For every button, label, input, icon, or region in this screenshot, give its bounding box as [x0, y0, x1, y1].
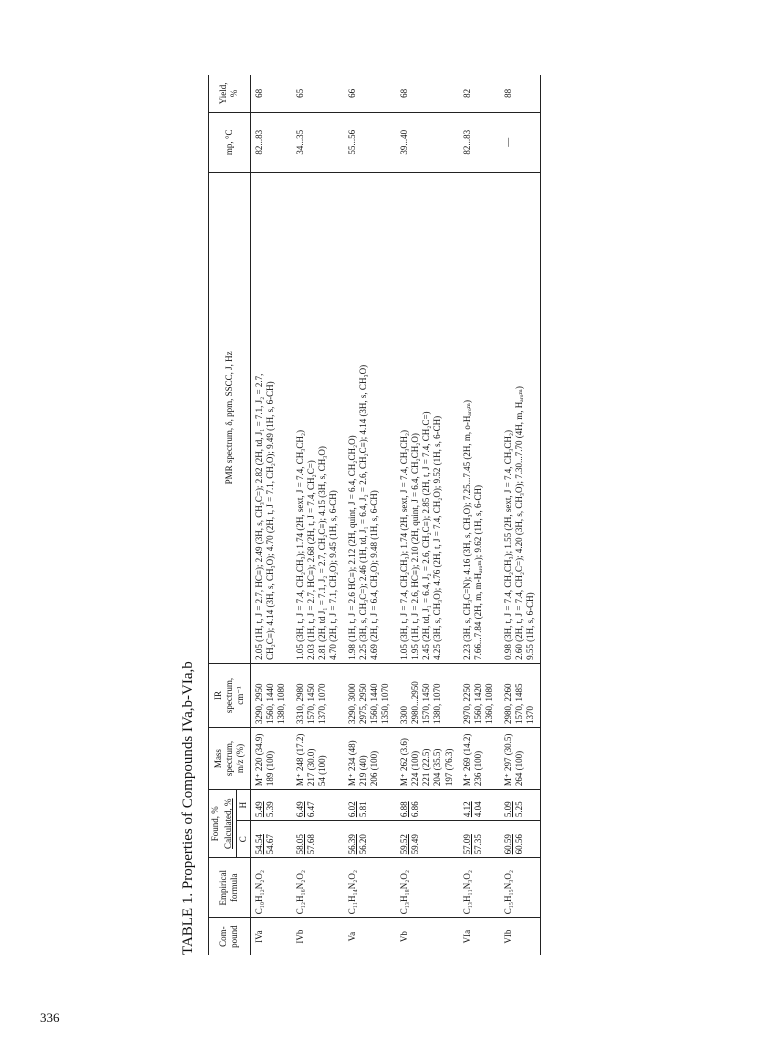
hydrogen-calculated: 5.39 [265, 801, 275, 818]
ir-spectrum-line: 3290, 3000 [346, 683, 357, 725]
ir-spectrum-line: 1560, 1440 [369, 683, 379, 725]
table-row [396, 75, 459, 955]
ir-spectrum-cell [292, 663, 344, 727]
header-mp [209, 112, 251, 172]
yield-value: 68 [253, 88, 264, 98]
pmr-spectrum-cell [459, 172, 500, 663]
hydrogen-cell [344, 790, 396, 821]
compound-label: IVb [294, 929, 305, 944]
ir-spectrum-cell [459, 663, 500, 727]
table-row [459, 75, 500, 955]
mass-spectrum-cell [500, 728, 541, 790]
carbon-calculated: 57.68 [305, 834, 316, 855]
hydrogen-found: 6.49 [294, 801, 305, 818]
header-h [236, 790, 250, 821]
melting-point: 82...83 [253, 129, 264, 155]
pmr-spectrum-line: 4.25 (3H, s, CH₃O); 4.76 (2H, t, J = 7.4, CH₂O); 9.52 (1H, s, 6-CH) [432, 415, 443, 660]
melting-point-cell [459, 112, 500, 172]
empirical-formula: C₁₃H₁₁N₃O₂ [461, 869, 472, 915]
mass-spectrum-line: M⁺ 220 (34.9) [253, 733, 264, 787]
carbon-calculated: 60.56 [513, 834, 524, 855]
compound-cell [250, 918, 291, 955]
carbon-cell [396, 821, 459, 858]
mass-spectrum-line: M⁺ 297 (30.5) [502, 733, 513, 787]
ir-spectrum-line: 3310, 2980 [294, 683, 305, 725]
yield-value: 68 [398, 88, 409, 98]
pmr-spectrum-line: CH₂C≡); 4.14 (3H, s, CH₃O); 4.70 (2H, t, J = 7.1, CH₂O); 9.49 (1H, s, 6-CH) [265, 381, 275, 660]
pmr-spectrum-line: 2.25 (3H, s, CH₃C=); 2.46 (1H, td, J₁ = 6.4, J₂ = 2.6, CH₂C≡); 4.14 (3H, s, CH₃O) [357, 364, 368, 660]
pmr-spectrum-line: 1.98 (1H, t, J = 2.6 HC≡); 2.12 (2H, quint, J = 6.4, CH₂CH₂O) [346, 435, 357, 660]
hydrogen-found: 6.88 [398, 801, 409, 818]
formula-cell [396, 858, 459, 918]
header-ir-spectrum [209, 663, 251, 727]
yield-cell [344, 75, 396, 112]
melting-point: 55...56 [346, 129, 357, 155]
compound-cell [459, 918, 500, 955]
carbon-found: 60.59 [502, 834, 513, 855]
empirical-formula: C₁₅H₁₅N₃O₂ [502, 869, 513, 915]
melting-point-cell [250, 112, 291, 172]
table-body [250, 75, 541, 955]
compound-cell [292, 918, 344, 955]
pmr-spectrum-line: 2.23 (3H, s, CH₃C=N); 4.16 (3H, s, CH₃O); 7.25...7.45 (2H, m, o-Hₐᵣₒₘ) [461, 399, 472, 660]
hydrogen-cell [396, 790, 459, 821]
yield-cell [500, 75, 541, 112]
pmr-spectrum-cell [396, 172, 459, 663]
mass-spectrum-line: 221 (22.5) [421, 748, 431, 787]
carbon-calculated: 56.20 [357, 834, 368, 855]
yield-cell [396, 75, 459, 112]
header-h-text: H [237, 801, 248, 809]
ir-spectrum-cell [250, 663, 291, 727]
carbon-cell [500, 821, 541, 858]
empirical-formula: C₁₀H₁₂N₂O₂ [253, 869, 264, 915]
hydrogen-found: 4.12 [461, 801, 472, 818]
formula-cell [344, 858, 396, 918]
hydrogen-cell [500, 790, 541, 821]
hydrogen-calculated: 6.86 [409, 801, 420, 818]
formula-cell [250, 858, 291, 918]
header-yield-text: Yield, % [218, 82, 240, 105]
melting-point-cell [396, 112, 459, 172]
header-empirical-formula [209, 858, 251, 918]
pmr-spectrum-line: 2.05 (1H, t, J = 2.7, HC≡); 2.49 (3H, s, CH₃C=); 2.82 (2H, td, J₁ = 7.1, J₂ = 2.7, [253, 373, 264, 660]
pmr-spectrum-line: 1.95 (1H, t, J = 2.6, HC≡); 2.10 (2H, quint, J = 6.4, CH₂CH₂O) [409, 433, 420, 660]
compound-label: Vb [398, 931, 409, 943]
formula-cell [459, 858, 500, 918]
header-pmr-text: PMR spectrum, δ, ppm, SSCC, J, Hz [223, 351, 234, 485]
pmr-spectrum-line: 0.98 (3H, t, J = 7.4, CH₂CH₃); 1.55 (2H, sext, J = 7.4, CH₃CH₂) [502, 429, 513, 660]
header-calculated-text: Calculated, % [223, 798, 234, 849]
melting-point-cell [292, 112, 344, 172]
empirical-formula: C₁₃H₁₈N₂O₂ [398, 869, 409, 915]
header-c-text: C [237, 836, 248, 843]
ir-spectrum-line: 1570, 1485 [513, 683, 524, 725]
ir-spectrum-line: 1560, 1420 [473, 683, 483, 725]
pmr-spectrum-line: 1.05 (3H, t, J = 7.4, CH₂CH₃); 1.74 (2H, sext, J = 7.4, CH₃CH₂) [398, 429, 409, 660]
yield-cell [459, 75, 500, 112]
header-pmr-spectrum [209, 172, 251, 663]
ir-spectrum-cell [344, 663, 396, 727]
ir-spectrum-line: 2980...2950 [409, 681, 420, 725]
ir-spectrum-line: 1370, 1070 [317, 683, 327, 725]
carbon-calculated: 54.67 [265, 834, 275, 855]
ir-spectrum-line: 3300 [398, 706, 409, 725]
pmr-spectrum-line: 2.03 (1H, t, J = 2.7, HC≡); 2.68 (2H, t, J = 7.4, CH₂C=) [305, 460, 316, 660]
hydrogen-found: 5.09 [502, 801, 513, 818]
header-mp-text: mp, °C [223, 129, 234, 156]
yield-value: 82 [461, 88, 472, 98]
ir-spectrum-cell [500, 663, 541, 727]
hydrogen-calculated: 5.81 [357, 801, 368, 818]
table-title: TABLE 1. Properties of Compounds IVa,b-VIa,b [180, 661, 196, 955]
carbon-found: 56.39 [346, 834, 357, 855]
pmr-spectrum-cell [500, 172, 541, 663]
ir-spectrum-line: 1570, 1450 [305, 683, 316, 725]
pmr-spectrum-line: 4.69 (2H, t, J = 6.4, CH₂O); 9.48 (1H, s, 6-CH) [369, 490, 379, 660]
yield-value: 88 [502, 88, 513, 98]
pmr-spectrum-line: 4.70 (2H, t, J = 7.1, CH₂O); 9.45 (1H, s, 6-CH) [328, 490, 339, 660]
table-row [344, 75, 396, 955]
mass-spectrum-line: 264 (100) [513, 750, 524, 787]
mass-spectrum-line: 217 (30.0) [305, 748, 316, 787]
mass-spectrum-line: 236 (100) [473, 750, 483, 787]
ir-spectrum-line: 3290, 2950 [253, 683, 264, 725]
melting-point-cell [344, 112, 396, 172]
carbon-calculated: 57.35 [473, 834, 483, 855]
empirical-formula: C₁₂H₁₆N₂O₂ [294, 869, 305, 915]
pmr-spectrum-line: 9.55 (1H, s, 6-CH) [525, 592, 535, 660]
header-mass-spectrum [209, 728, 251, 790]
ir-spectrum-line: 2970, 2250 [461, 683, 472, 725]
mass-spectrum-line: M⁺ 248 (17.2) [294, 733, 305, 787]
melting-point: 82...83 [461, 129, 472, 155]
header-compound-text: Com- pound [218, 925, 240, 948]
header-yield [209, 75, 251, 112]
header-mass-text: Mass spectrum, m/z (%) [212, 740, 245, 777]
pmr-spectrum-cell [250, 172, 291, 663]
carbon-found: 59.52 [398, 834, 409, 855]
compound-label: Va [346, 931, 357, 942]
compound-cell [396, 918, 459, 955]
compound-cell [344, 918, 396, 955]
pmr-spectrum-line: 1.05 (3H, t, J = 7.4, CH₂CH₃); 1.74 (2H, sext, J = 7.4, CH₃CH₂) [294, 429, 305, 660]
ir-spectrum-line: 1360, 1080 [484, 683, 495, 725]
header-c [236, 821, 250, 858]
ir-spectrum-line: 1570, 1450 [421, 683, 431, 725]
hydrogen-calculated: 5.25 [513, 801, 524, 818]
pmr-spectrum-line: 7.66...7.84 (2H, m, m-Hₐᵣₒₘ); 9.62 (1H, s, 6-CH) [473, 485, 483, 660]
formula-cell [292, 858, 344, 918]
carbon-found: 57.09 [461, 834, 472, 855]
mass-spectrum-cell [459, 728, 500, 790]
carbon-cell [459, 821, 500, 858]
mass-spectrum-line: M⁺ 262 (3.6) [398, 738, 409, 787]
mass-spectrum-line: M⁺ 234 (48) [346, 740, 357, 787]
ir-spectrum-line: 1380, 1080 [276, 683, 287, 725]
pmr-spectrum-line: 2.45 (2H, td, J₁ = 6.4, J₂ = 2.6, CH₂C≡); 2.85 (2H, t, J = 7.4, CH₂C=) [421, 411, 431, 660]
ir-spectrum-line: 1560, 1440 [265, 683, 275, 725]
pmr-spectrum-line: 2.81 (2H, td J₁ = 7.1, J₂ = 2.7, CH₂C≡); 4.15 (3H, s, CH₃O) [317, 446, 327, 660]
yield-cell [292, 75, 344, 112]
header-compound [209, 918, 251, 955]
mass-spectrum-line: 189 (100) [265, 750, 275, 787]
header-found [209, 790, 223, 858]
table-row [500, 75, 541, 955]
pmr-spectrum-cell [292, 172, 344, 663]
formula-cell [500, 858, 541, 918]
properties-table [208, 75, 541, 955]
hydrogen-cell [459, 790, 500, 821]
ir-spectrum-line: 1380, 1070 [432, 683, 443, 725]
hydrogen-calculated: 4.04 [473, 801, 483, 818]
ir-spectrum-line: 2980, 2260 [502, 683, 513, 725]
hydrogen-cell [292, 790, 344, 821]
ir-spectrum-line: 1350, 1070 [380, 683, 391, 725]
mass-spectrum-line: 224 (100) [409, 750, 420, 787]
compound-label: IVa [253, 930, 264, 943]
mass-spectrum-line: 197 (76.3) [443, 748, 454, 787]
header-ir-text: IR spectrum, cm⁻¹ [212, 677, 245, 714]
melting-point: — [502, 137, 513, 147]
compound-cell [500, 918, 541, 955]
ir-spectrum-cell [396, 663, 459, 727]
melting-point: 39...40 [398, 129, 409, 155]
hydrogen-found: 6.02 [346, 801, 357, 818]
carbon-cell [344, 821, 396, 858]
pmr-spectrum-cell [344, 172, 396, 663]
empirical-formula: C₁₁H₁₄N₂O₂ [346, 869, 357, 915]
mass-spectrum-line: 219 (40) [357, 755, 368, 787]
mass-spectrum-line: 206 (100) [369, 750, 379, 787]
yield-value: 65 [294, 88, 305, 98]
compound-label: VIa [461, 929, 472, 944]
melting-point: 34...35 [294, 129, 305, 155]
page-number: 336 [40, 1010, 60, 1025]
mass-spectrum-cell [344, 728, 396, 790]
hydrogen-cell [250, 790, 291, 821]
rotated-table-block [180, 75, 740, 955]
carbon-cell [250, 821, 291, 858]
hydrogen-found: 5.49 [253, 801, 264, 818]
header-calculated [222, 790, 236, 858]
header-found-text: Found, % [210, 806, 220, 842]
compound-label: VIb [502, 929, 513, 944]
melting-point-cell [500, 112, 541, 172]
carbon-calculated: 59.49 [409, 834, 420, 855]
yield-cell [250, 75, 291, 112]
mass-spectrum-line: 54 (100) [317, 755, 327, 787]
ir-spectrum-line: 1370 [525, 706, 535, 725]
mass-spectrum-cell [396, 728, 459, 790]
mass-spectrum-line: M⁺ 269 (14.2) [461, 733, 472, 787]
ir-spectrum-line: 2975, 2950 [357, 683, 368, 725]
hydrogen-calculated: 6.47 [305, 801, 316, 818]
mass-spectrum-cell [250, 728, 291, 790]
header-empirical-text: Empirical formula [218, 870, 240, 906]
carbon-cell [292, 821, 344, 858]
table-row [292, 75, 344, 955]
carbon-found: 58.05 [294, 834, 305, 855]
pmr-spectrum-line: 2.60 (2H, t, J = 7.4, CH₂C=); 4.20 (3H, s, CH₃O); 7.30...7.70 (4H, m, Hₐᵣₒₘ) [513, 386, 524, 660]
table-row [250, 75, 291, 955]
carbon-found: 54.54 [253, 834, 264, 855]
mass-spectrum-cell [292, 728, 344, 790]
mass-spectrum-line: 204 (35.5) [432, 748, 443, 787]
yield-value: 66 [346, 88, 357, 98]
